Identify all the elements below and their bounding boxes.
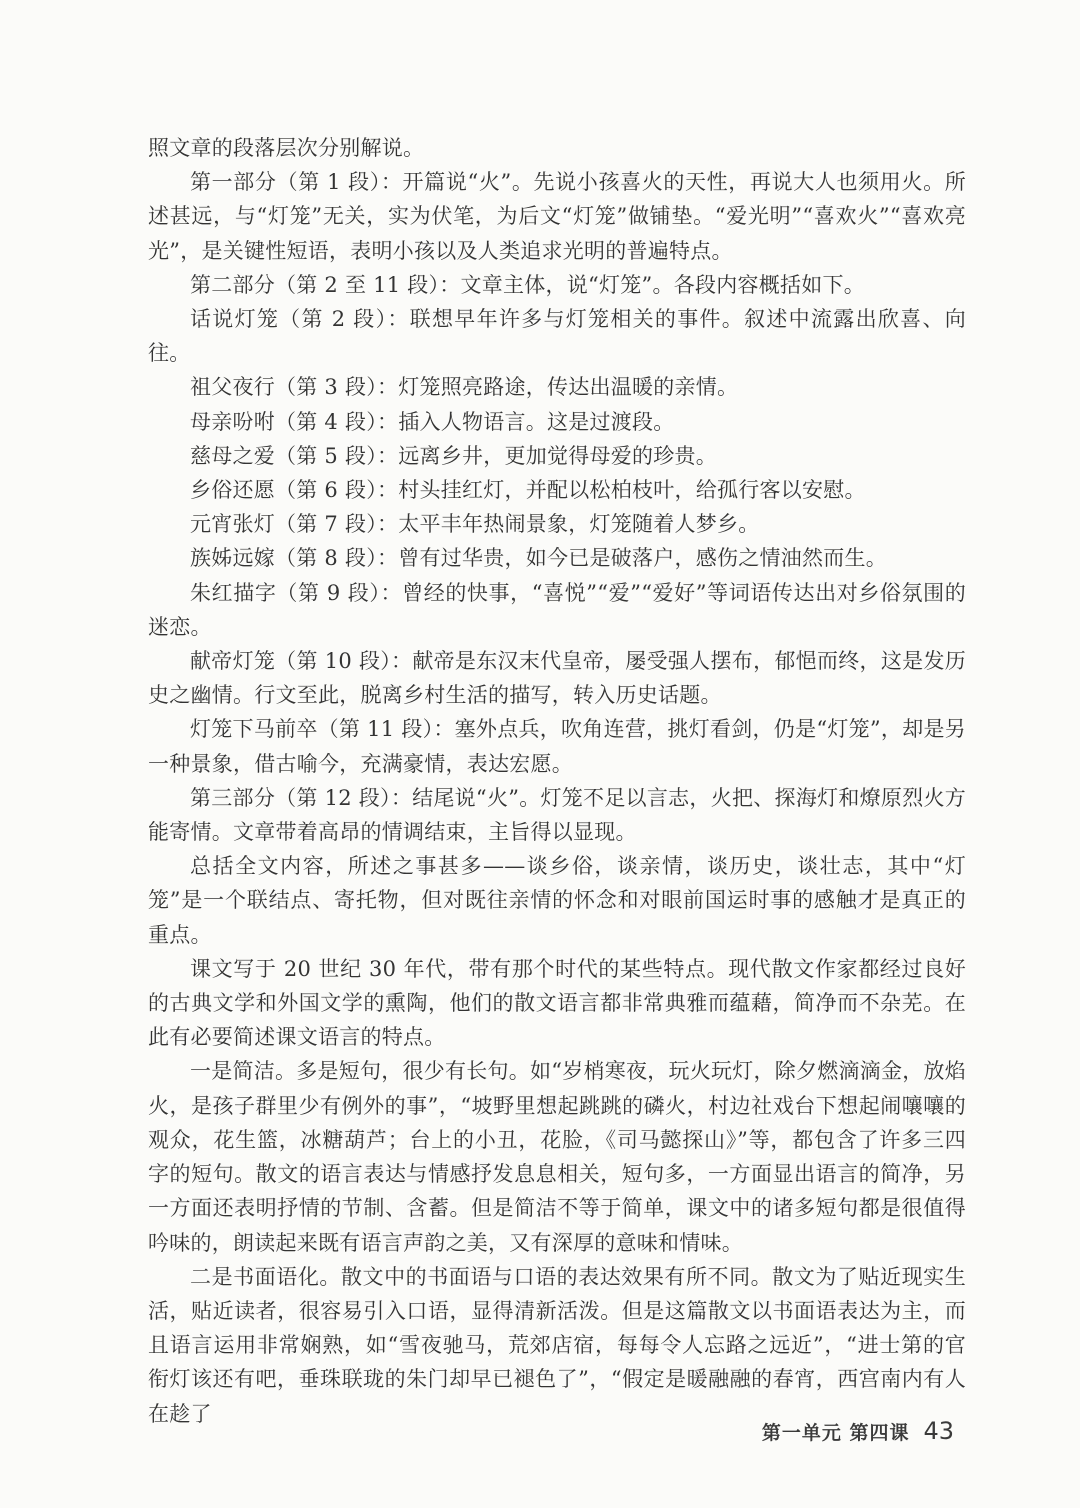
page-number: 43 <box>923 1417 954 1445</box>
paragraph-summary-2: 话说灯笼（第 2 段）：联想早年许多与灯笼相关的事件。叙述中流露出欣喜、向往。 <box>148 307 966 366</box>
paragraph-language-written: 二是书面语化。散文中的书面语与口语的表达效果有所不同。散文为了贴近现实生活，贴近读者，很容易引入口语，显得清新活泼。但是这篇散文以书面语表达为主，而且语言运用非常娴熟，如“雪夜驰马，荒郊店宿，每每令人忘路之远近”，“进士第的官衔灯该还有吧，垂珠联珑的朱门却早已褪色了”，“假定是暖融融的春宵，西宫南内有人在趁了 <box>148 1264 966 1426</box>
paragraph-summary-11: 灯笼下马前卒（第 11 段）：塞外点兵，吹角连营，挑灯看剑，仍是“灯笼”，却是另一种景象，借古喻今，充满豪情，表达宏愿。 <box>148 717 966 776</box>
paragraph-language-concise: 一是简洁。多是短句，很少有长句。如“岁梢寒夜，玩火玩灯，除夕燃滴滴金，放焰火，是孩子群里少有例外的事”，“坡野里想起跳跳的磷火，村边社戏台下想起闹嚷嚷的观众，花生篮，冰糖葫芦；台上的小丑，花脸，《司马懿探山》”等，都包含了许多三四字的短句。散文的语言表达与情感抒发息息相关，短句多，一方面显出语言的简净，另一方面还表明抒情的节制、含蓄。但是简洁不等于简单，课文中的诸多短句都是很值得吟味的，朗读起来既有语言声韵之美，又有深厚的意味和情味。 <box>148 1059 966 1255</box>
page-footer <box>762 1417 954 1447</box>
paragraph-continuation: 照文章的段落层次分别解说。 <box>148 136 425 160</box>
paragraph-summary-3: 祖父夜行（第 3 段）：灯笼照亮路途，传达出温暖的亲情。 <box>190 375 739 400</box>
paragraph-overall-summary: 总括全文内容，所述之事甚多——谈乡俗，谈亲情，谈历史，谈壮志，其中“灯笼”是一个联结点、寄托物，但对既往亲情的怀念和对眼前国运时事的感触才是真正的重点。 <box>148 854 966 947</box>
footer-unit-label: 第一单元 第四课 <box>761 1422 910 1444</box>
paragraph-summary-6: 乡俗还愿（第 6 段）：村头挂红灯，并配以松柏枝叶，给孤行客以安慰。 <box>190 478 866 503</box>
paragraph-summary-10: 献帝灯笼（第 10 段）：献帝是东汉末代皇帝，屡受强人摆布，郁悒而终，这是发历史之幽情。行文至此，脱离乡村生活的描写，转入历史话题。 <box>148 649 966 708</box>
paragraph-language-intro: 课文写于 20 世纪 30 年代，带有那个时代的某些特点。现代散文作家都经过良好的古典文学和外国文学的熏陶，他们的散文语言都非常典雅而蕴藉，简净而不杂芜。在此有必要简述课文语言的特点。 <box>148 956 966 1050</box>
paragraph-part-three: 第三部分（第 12 段）：结尾说“火”。灯笼不足以言志，火把、探海灯和燎原烈火方能寄情。文章带着高昂的情调结束，主旨得以显现。 <box>148 785 966 845</box>
paragraph-part-one: 第一部分（第 1 段）：开篇说“火”。先说小孩喜火的天性，再说大人也须用火。所述甚远，与“灯笼”无关，实为伏笔，为后文“灯笼”做铺垫。“爱光明”“喜欢火”“喜欢亮光”，是关键性短语，表明小孩以及人类追求光明的普遍特点。 <box>148 170 966 263</box>
paragraph-summary-7: 元宵张灯（第 7 段）：太平丰年热闹景象，灯笼随着人梦乡。 <box>190 512 760 537</box>
paragraph-summary-8: 族姊远嫁（第 8 段）：曾有过华贵，如今已是破落户，感伤之情油然而生。 <box>190 546 887 571</box>
paragraph-summary-4: 母亲吩咐（第 4 段）：插入人物语言。这是过渡段。 <box>190 409 675 434</box>
paragraph-summary-5: 慈母之爱（第 5 段）：远离乡井，更加觉得母爱的珍贵。 <box>190 443 717 468</box>
paragraph-summary-9: 朱红描字（第 9 段）：曾经的快事，“喜悦”“爱”“爱好”等词语传达出对乡俗氛围的迷恋。 <box>148 580 966 639</box>
paragraph-part-two: 第二部分（第 2 至 11 段）：文章主体，说“灯笼”。各段内容概括如下。 <box>190 272 866 297</box>
body-text <box>148 131 966 1431</box>
